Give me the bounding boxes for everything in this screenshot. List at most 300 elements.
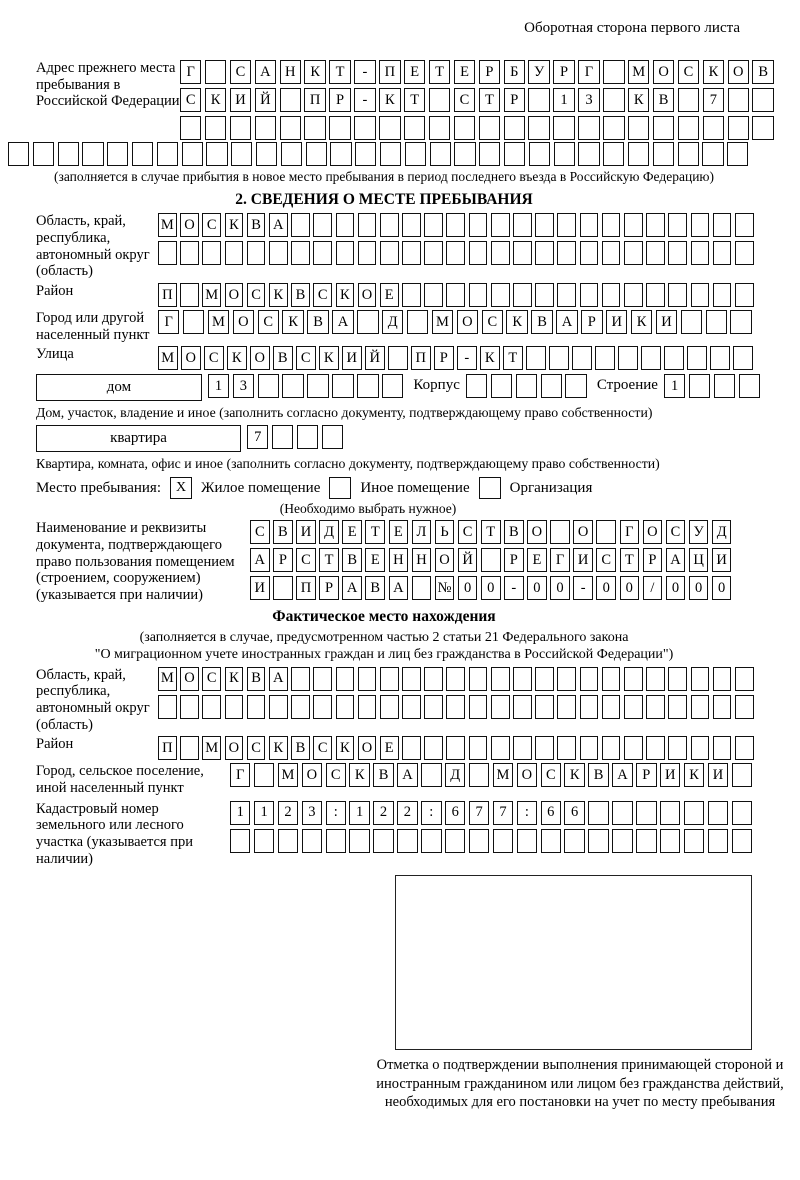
char-cell[interactable] [668,283,687,307]
char-cell[interactable] [653,116,674,140]
char-cell[interactable] [732,801,752,825]
char-cell[interactable] [205,60,226,84]
char-cell[interactable] [180,283,199,307]
char-cell[interactable] [397,829,417,853]
char-cell[interactable]: К [205,88,226,112]
char-cell[interactable]: Е [380,736,399,760]
char-cell[interactable]: С [458,520,478,544]
char-cell[interactable]: О [358,736,377,760]
char-cell[interactable] [326,829,346,853]
char-cell[interactable] [578,142,599,166]
char-cell[interactable] [180,241,199,265]
char-cell[interactable]: К [631,310,652,334]
char-cell[interactable] [380,241,399,265]
char-cell[interactable] [491,241,510,265]
char-cell[interactable] [513,241,532,265]
char-cell[interactable] [469,667,488,691]
char-cell[interactable] [646,736,665,760]
char-cell[interactable] [313,241,332,265]
char-cell[interactable] [424,736,443,760]
char-cell[interactable]: № [435,576,455,600]
char-cell[interactable]: М [493,763,513,787]
char-cell[interactable] [641,346,661,370]
char-cell[interactable] [322,425,343,449]
char-cell[interactable] [572,346,592,370]
char-cell[interactable]: А [269,213,288,237]
char-cell[interactable] [454,116,475,140]
char-cell[interactable] [446,695,465,719]
char-cell[interactable]: Т [620,548,640,572]
char-cell[interactable] [728,88,749,112]
char-cell[interactable] [557,736,576,760]
char-cell[interactable] [247,695,266,719]
char-cell[interactable] [258,374,279,398]
char-cell[interactable] [180,736,199,760]
char-cell[interactable] [681,310,702,334]
char-cell[interactable] [603,142,624,166]
char-cell[interactable] [336,241,355,265]
char-cell[interactable] [565,374,586,398]
char-cell[interactable]: М [158,346,178,370]
char-cell[interactable]: А [556,310,577,334]
char-cell[interactable] [557,283,576,307]
char-cell[interactable] [421,829,441,853]
char-cell[interactable] [306,142,327,166]
char-cell[interactable]: В [342,548,362,572]
char-cell[interactable] [469,736,488,760]
char-cell[interactable]: С [678,60,699,84]
char-cell[interactable]: Й [365,346,385,370]
char-cell[interactable]: И [660,763,680,787]
char-cell[interactable]: О [728,60,749,84]
char-cell[interactable] [557,241,576,265]
char-cell[interactable]: С [666,520,686,544]
char-cell[interactable] [82,142,103,166]
char-cell[interactable] [535,736,554,760]
char-cell[interactable]: Д [712,520,732,544]
char-cell[interactable] [636,829,656,853]
char-cell[interactable]: С [202,667,221,691]
char-cell[interactable]: П [158,736,177,760]
char-cell[interactable] [421,763,441,787]
char-cell[interactable] [513,736,532,760]
char-cell[interactable]: В [752,60,773,84]
char-cell[interactable] [491,213,510,237]
char-cell[interactable]: С [247,736,266,760]
char-cell[interactable]: С [326,763,346,787]
char-cell[interactable] [336,213,355,237]
char-cell[interactable] [513,283,532,307]
char-cell[interactable]: Ц [689,548,709,572]
char-cell[interactable]: 0 [550,576,570,600]
char-cell[interactable] [708,829,728,853]
char-cell[interactable]: К [564,763,584,787]
char-cell[interactable] [624,213,643,237]
char-cell[interactable]: У [528,60,549,84]
char-cell[interactable]: С [230,60,251,84]
char-cell[interactable]: П [296,576,316,600]
char-cell[interactable] [535,283,554,307]
char-cell[interactable] [713,695,732,719]
char-cell[interactable] [402,695,421,719]
char-cell[interactable]: О [457,310,478,334]
char-cell[interactable] [646,667,665,691]
char-cell[interactable] [291,241,310,265]
char-cell[interactable] [668,736,687,760]
char-cell[interactable]: 0 [481,576,501,600]
char-cell[interactable] [684,829,704,853]
char-cell[interactable] [646,241,665,265]
char-cell[interactable]: А [250,548,270,572]
char-cell[interactable] [273,576,293,600]
char-cell[interactable] [33,142,54,166]
char-cell[interactable]: И [573,548,593,572]
char-cell[interactable] [713,736,732,760]
char-cell[interactable] [297,425,318,449]
house-field-box[interactable] [36,374,202,401]
char-cell[interactable]: Т [481,520,501,544]
char-cell[interactable] [307,374,328,398]
char-cell[interactable] [624,736,643,760]
char-cell[interactable] [205,116,226,140]
char-cell[interactable]: В [273,520,293,544]
char-cell[interactable]: Д [319,520,339,544]
char-cell[interactable] [380,142,401,166]
char-cell[interactable] [646,283,665,307]
char-cell[interactable] [491,374,512,398]
char-cell[interactable]: Р [329,88,350,112]
char-cell[interactable] [256,142,277,166]
char-cell[interactable] [481,548,501,572]
char-cell[interactable] [550,520,570,544]
char-cell[interactable]: К [225,213,244,237]
char-cell[interactable]: О [250,346,270,370]
char-cell[interactable]: Е [389,520,409,544]
char-cell[interactable] [357,310,378,334]
char-cell[interactable]: О [358,283,377,307]
char-cell[interactable]: И [708,763,728,787]
char-cell[interactable]: 1 [664,374,685,398]
char-cell[interactable] [580,695,599,719]
char-cell[interactable] [727,142,748,166]
char-cell[interactable]: 7 [703,88,724,112]
char-cell[interactable]: С [313,283,332,307]
char-cell[interactable] [687,346,707,370]
char-cell[interactable] [202,695,221,719]
char-cell[interactable]: Р [581,310,602,334]
char-cell[interactable] [636,801,656,825]
char-cell[interactable] [580,241,599,265]
char-cell[interactable] [281,142,302,166]
char-cell[interactable]: Н [280,60,301,84]
char-cell[interactable] [691,736,710,760]
char-cell[interactable] [628,142,649,166]
char-cell[interactable] [491,283,510,307]
char-cell[interactable]: Е [365,548,385,572]
char-cell[interactable] [557,667,576,691]
char-cell[interactable] [735,213,754,237]
char-cell[interactable]: П [158,283,177,307]
stay-type-organization-checkbox[interactable] [479,477,501,499]
char-cell[interactable] [479,116,500,140]
char-cell[interactable] [225,241,244,265]
char-cell[interactable] [602,213,621,237]
char-cell[interactable]: Р [504,88,525,112]
char-cell[interactable]: В [307,310,328,334]
char-cell[interactable]: А [255,60,276,84]
char-cell[interactable] [678,88,699,112]
char-cell[interactable]: Т [429,60,450,84]
char-cell[interactable] [430,142,451,166]
char-cell[interactable]: О [517,763,537,787]
char-cell[interactable]: К [227,346,247,370]
char-cell[interactable]: И [230,88,251,112]
char-cell[interactable] [446,241,465,265]
char-cell[interactable]: О [653,60,674,84]
char-cell[interactable]: А [342,576,362,600]
char-cell[interactable] [714,374,735,398]
char-cell[interactable]: М [208,310,229,334]
char-cell[interactable]: 7 [493,801,513,825]
char-cell[interactable] [578,116,599,140]
char-cell[interactable]: 2 [373,801,393,825]
char-cell[interactable] [282,374,303,398]
char-cell[interactable]: В [504,520,524,544]
char-cell[interactable] [735,695,754,719]
char-cell[interactable] [357,374,378,398]
char-cell[interactable] [732,829,752,853]
char-cell[interactable]: - [504,576,524,600]
char-cell[interactable]: : [421,801,441,825]
char-cell[interactable] [580,213,599,237]
char-cell[interactable]: Р [319,576,339,600]
char-cell[interactable]: В [373,763,393,787]
char-cell[interactable]: 3 [233,374,254,398]
char-cell[interactable] [278,829,298,853]
char-cell[interactable] [580,667,599,691]
char-cell[interactable] [535,213,554,237]
char-cell[interactable] [107,142,128,166]
char-cell[interactable]: Т [319,548,339,572]
char-cell[interactable] [691,213,710,237]
char-cell[interactable] [535,695,554,719]
char-cell[interactable] [713,667,732,691]
char-cell[interactable] [469,283,488,307]
char-cell[interactable] [58,142,79,166]
char-cell[interactable] [735,283,754,307]
char-cell[interactable] [479,142,500,166]
char-cell[interactable] [668,695,687,719]
char-cell[interactable] [202,241,221,265]
char-cell[interactable] [313,213,332,237]
char-cell[interactable]: - [354,88,375,112]
char-cell[interactable] [466,374,487,398]
char-cell[interactable]: К [684,763,704,787]
char-cell[interactable] [454,142,475,166]
char-cell[interactable]: - [457,346,477,370]
char-cell[interactable] [407,310,428,334]
char-cell[interactable]: М [628,60,649,84]
char-cell[interactable] [349,829,369,853]
char-cell[interactable] [380,213,399,237]
char-cell[interactable] [313,667,332,691]
char-cell[interactable]: Р [553,60,574,84]
char-cell[interactable] [735,241,754,265]
char-cell[interactable] [330,142,351,166]
char-cell[interactable] [628,116,649,140]
char-cell[interactable] [713,283,732,307]
stay-type-other-checkbox[interactable] [329,477,351,499]
char-cell[interactable]: С [180,88,201,112]
char-cell[interactable] [254,763,274,787]
char-cell[interactable]: Е [342,520,362,544]
char-cell[interactable]: 0 [712,576,732,600]
char-cell[interactable] [424,667,443,691]
char-cell[interactable]: 6 [445,801,465,825]
char-cell[interactable] [313,695,332,719]
char-cell[interactable]: Е [527,548,547,572]
char-cell[interactable] [708,801,728,825]
char-cell[interactable]: С [296,548,316,572]
char-cell[interactable]: М [432,310,453,334]
char-cell[interactable] [402,283,421,307]
char-cell[interactable] [603,60,624,84]
char-cell[interactable]: 7 [469,801,489,825]
char-cell[interactable] [491,736,510,760]
char-cell[interactable]: О [180,667,199,691]
char-cell[interactable] [624,695,643,719]
char-cell[interactable]: К [703,60,724,84]
char-cell[interactable]: О [643,520,663,544]
char-cell[interactable]: О [435,548,455,572]
char-cell[interactable] [660,801,680,825]
stay-type-residential-checkbox[interactable]: X [170,477,192,499]
char-cell[interactable] [684,801,704,825]
char-cell[interactable]: М [158,213,177,237]
char-cell[interactable] [541,374,562,398]
char-cell[interactable]: 7 [247,425,268,449]
char-cell[interactable] [445,829,465,853]
char-cell[interactable] [739,374,760,398]
char-cell[interactable] [602,241,621,265]
char-cell[interactable]: К [349,763,369,787]
char-cell[interactable] [382,374,403,398]
char-cell[interactable] [329,116,350,140]
char-cell[interactable]: О [302,763,322,787]
char-cell[interactable] [612,801,632,825]
char-cell[interactable]: К [282,310,303,334]
char-cell[interactable] [304,116,325,140]
char-cell[interactable] [469,763,489,787]
char-cell[interactable]: 1 [349,801,369,825]
char-cell[interactable]: У [689,520,709,544]
char-cell[interactable]: Г [230,763,250,787]
char-cell[interactable] [206,142,227,166]
char-cell[interactable] [702,142,723,166]
char-cell[interactable]: Д [445,763,465,787]
char-cell[interactable]: И [712,548,732,572]
char-cell[interactable]: С [541,763,561,787]
char-cell[interactable] [689,374,710,398]
char-cell[interactable] [752,116,773,140]
char-cell[interactable] [380,667,399,691]
char-cell[interactable] [564,829,584,853]
char-cell[interactable]: К [480,346,500,370]
char-cell[interactable]: К [304,60,325,84]
char-cell[interactable] [225,695,244,719]
char-cell[interactable]: В [247,667,266,691]
char-cell[interactable]: К [269,283,288,307]
char-cell[interactable] [624,283,643,307]
char-cell[interactable]: Р [479,60,500,84]
char-cell[interactable] [291,667,310,691]
char-cell[interactable] [668,667,687,691]
char-cell[interactable] [580,736,599,760]
char-cell[interactable] [602,283,621,307]
char-cell[interactable]: Г [550,548,570,572]
char-cell[interactable]: В [273,346,293,370]
char-cell[interactable]: С [250,520,270,544]
char-cell[interactable]: А [612,763,632,787]
char-cell[interactable]: - [354,60,375,84]
char-cell[interactable] [491,667,510,691]
char-cell[interactable]: 0 [689,576,709,600]
char-cell[interactable] [752,88,773,112]
char-cell[interactable] [493,829,513,853]
char-cell[interactable] [255,116,276,140]
char-cell[interactable]: В [247,213,266,237]
char-cell[interactable] [588,801,608,825]
char-cell[interactable] [646,695,665,719]
char-cell[interactable]: 0 [458,576,478,600]
char-cell[interactable]: В [291,736,310,760]
char-cell[interactable]: В [588,763,608,787]
char-cell[interactable]: О [233,310,254,334]
char-cell[interactable]: К [225,667,244,691]
char-cell[interactable]: 0 [527,576,547,600]
char-cell[interactable]: С [202,213,221,237]
char-cell[interactable]: Н [389,548,409,572]
char-cell[interactable] [710,346,730,370]
char-cell[interactable] [230,116,251,140]
char-cell[interactable] [402,667,421,691]
char-cell[interactable]: Г [180,60,201,84]
char-cell[interactable] [272,425,293,449]
char-cell[interactable] [596,520,616,544]
char-cell[interactable]: 0 [596,576,616,600]
char-cell[interactable]: Б [504,60,525,84]
char-cell[interactable] [291,695,310,719]
char-cell[interactable] [429,116,450,140]
char-cell[interactable]: А [332,310,353,334]
char-cell[interactable] [424,695,443,719]
char-cell[interactable] [535,241,554,265]
char-cell[interactable] [653,142,674,166]
char-cell[interactable]: Т [479,88,500,112]
char-cell[interactable] [691,667,710,691]
char-cell[interactable]: О [181,346,201,370]
char-cell[interactable]: Р [273,548,293,572]
char-cell[interactable]: В [531,310,552,334]
char-cell[interactable]: А [397,763,417,787]
char-cell[interactable] [678,142,699,166]
char-cell[interactable] [526,346,546,370]
char-cell[interactable] [557,695,576,719]
char-cell[interactable] [469,241,488,265]
char-cell[interactable]: О [573,520,593,544]
char-cell[interactable]: Р [434,346,454,370]
char-cell[interactable]: К [506,310,527,334]
